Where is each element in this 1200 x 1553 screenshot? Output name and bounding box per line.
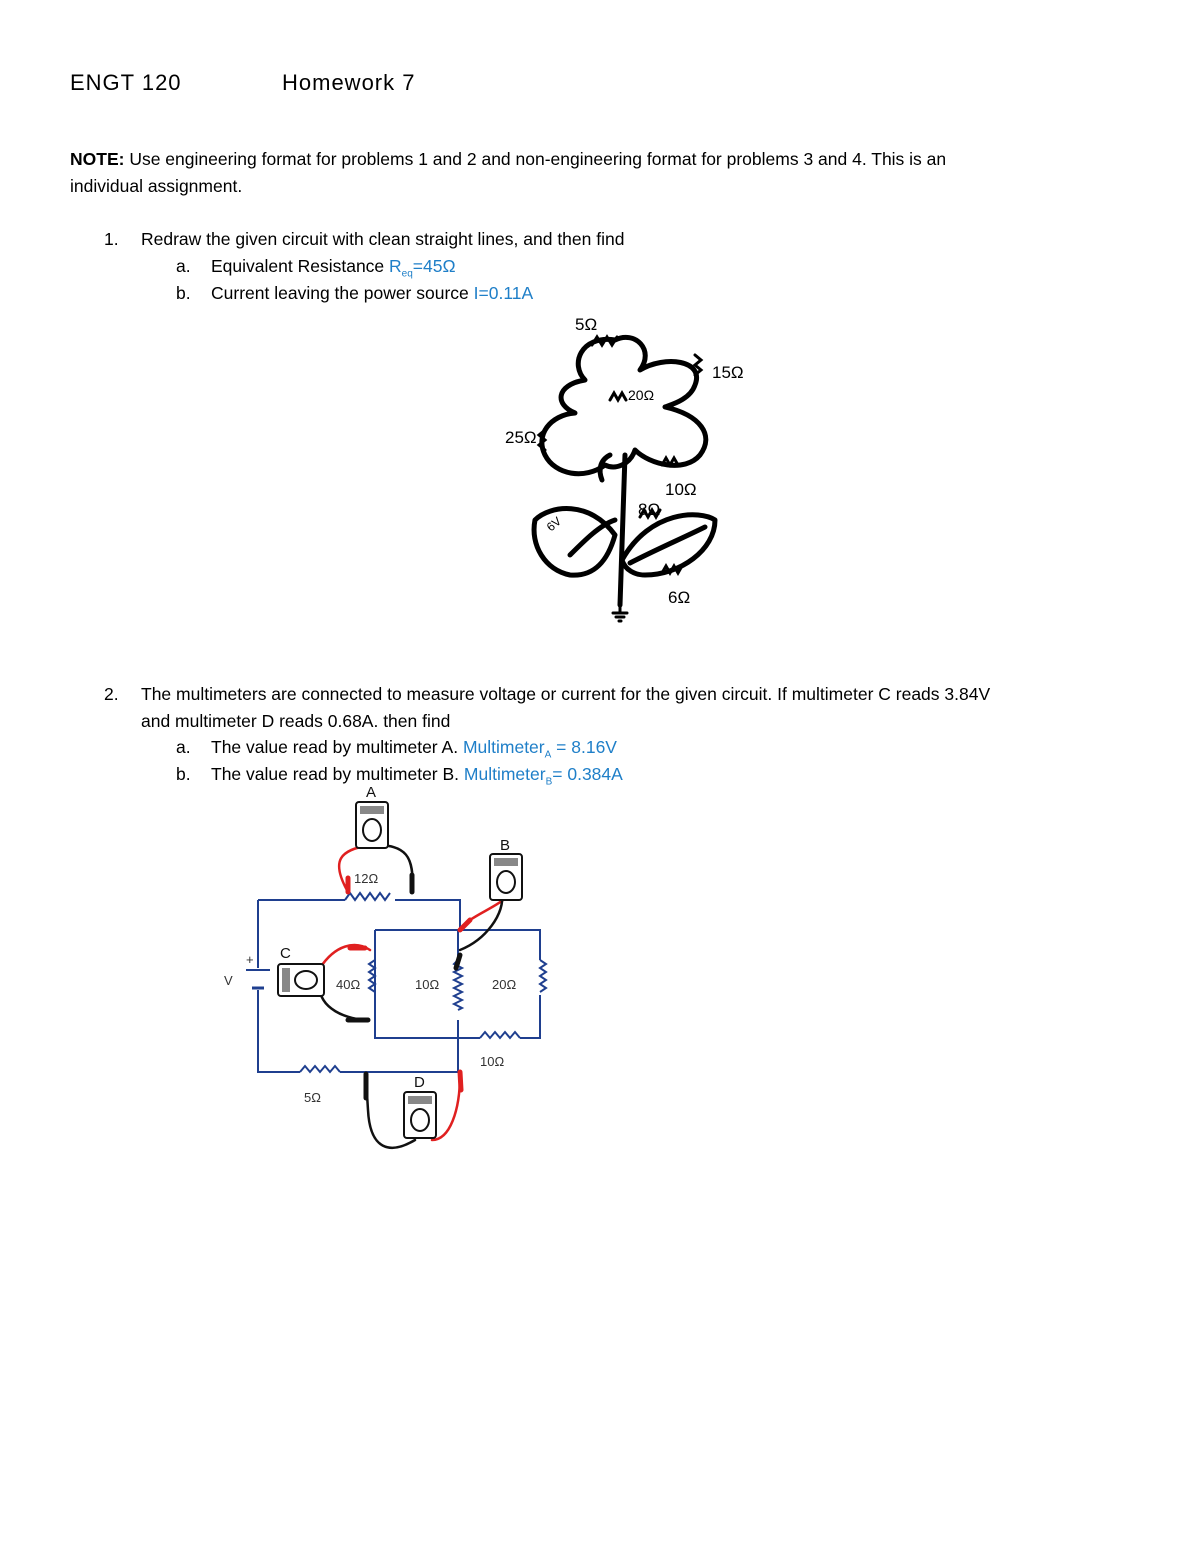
problem-2-prompt-2: and multimeter D reads 0.68A. then find <box>141 711 451 731</box>
problem-1a-answer <box>389 256 456 280</box>
multimeter-d <box>404 1092 436 1138</box>
source-plus: + <box>246 952 254 967</box>
answer-sub: B <box>545 776 553 788</box>
problem-1-number: 1. <box>104 229 119 249</box>
problem-1a <box>211 256 456 280</box>
problem-1-prompt: Redraw the given circuit with clean straight lines, and then find <box>141 229 625 249</box>
problem-1a-letter: a. <box>176 256 191 276</box>
problem-1b <box>211 283 533 304</box>
problem-1b-text: Current leaving the power source <box>211 283 469 303</box>
answer-prefix: R <box>389 256 402 276</box>
label-25-ohm: 25Ω <box>505 428 537 447</box>
answer-value: =45Ω <box>412 256 456 276</box>
resistor-20-zigzag <box>610 393 626 400</box>
meter-a-black-lead <box>375 845 413 892</box>
left-leaf <box>534 509 615 576</box>
resistor-20-icon <box>540 960 546 992</box>
problem-2b-text: The value read by multimeter B. <box>211 764 460 784</box>
problem-2b-letter: b. <box>176 764 191 784</box>
problem-2-prompt-1: The multimeters are connected to measure voltage or current for the given circuit. If multimeter C reads 3.84V <box>141 684 991 704</box>
multimeter-c <box>278 964 324 996</box>
label-10-ohm-bottom: 10Ω <box>480 1054 505 1069</box>
meter-b-label: B <box>500 837 511 854</box>
answer-prefix: Multimeter <box>462 737 545 757</box>
problem-2-number: 2. <box>104 684 119 704</box>
label-5-ohm: 5Ω <box>575 315 598 334</box>
label-10-ohm: 10Ω <box>665 480 697 499</box>
problem-1b-answer: I=0.11A <box>473 283 534 303</box>
answer-prefix: Multimeter <box>463 764 546 784</box>
note-text-2: individual assignment. <box>70 176 243 196</box>
resistor-5-icon <box>300 1066 340 1072</box>
assignment-title: Homework 7 <box>282 70 416 95</box>
source-label: V <box>224 973 233 988</box>
label-12-ohm: 12Ω <box>354 871 379 886</box>
note-text-1: Use engineering format for problems 1 and 2 and non-engineering format for problems 3 and 4. This is an <box>129 149 947 169</box>
problem-1b-letter: b. <box>176 283 191 303</box>
answer-value: = 0.384A <box>552 764 623 784</box>
battery-icon <box>246 970 270 988</box>
problem-2a-letter: a. <box>176 737 191 757</box>
resistor-10-bottom-icon <box>480 1032 520 1038</box>
problem-2a <box>211 737 617 761</box>
course-code: ENGT 120 <box>70 70 182 95</box>
multimeter-b <box>490 854 522 900</box>
problem-1a-text: Equivalent Resistance <box>211 256 385 276</box>
label-20-ohm: 20Ω <box>492 977 517 992</box>
flower-circuit-figure <box>490 305 770 625</box>
meter-c-label: C <box>280 945 291 962</box>
multimeter-circuit-figure <box>220 780 560 1170</box>
ground-icon <box>613 613 627 621</box>
resistor-12-icon <box>345 893 390 900</box>
problem-2a-text: The value read by multimeter A. <box>211 737 459 757</box>
label-10-ohm-mid: 10Ω <box>415 977 440 992</box>
label-8-ohm: 8Ω <box>638 500 661 519</box>
answer-sub: A <box>544 749 552 761</box>
label-40-ohm: 40Ω <box>336 977 361 992</box>
label-6-ohm: 6Ω <box>668 588 691 607</box>
top-wire <box>258 900 460 930</box>
flower-stem <box>620 455 625 605</box>
answer-value: = 8.16V <box>551 737 617 757</box>
meter-d-label: D <box>414 1074 425 1091</box>
label-15-ohm: 15Ω <box>712 363 744 382</box>
label-20-ohm: 20Ω <box>628 387 655 403</box>
note-line-1 <box>70 149 946 170</box>
note-label: NOTE: <box>70 149 125 169</box>
meter-a-label: A <box>366 784 377 801</box>
multimeter-a <box>356 802 388 848</box>
label-5-ohm: 5Ω <box>304 1090 321 1105</box>
label-6-volt: 6V <box>543 514 565 535</box>
answer-sub: eq <box>401 268 413 280</box>
problem-2a-answer <box>462 737 617 761</box>
